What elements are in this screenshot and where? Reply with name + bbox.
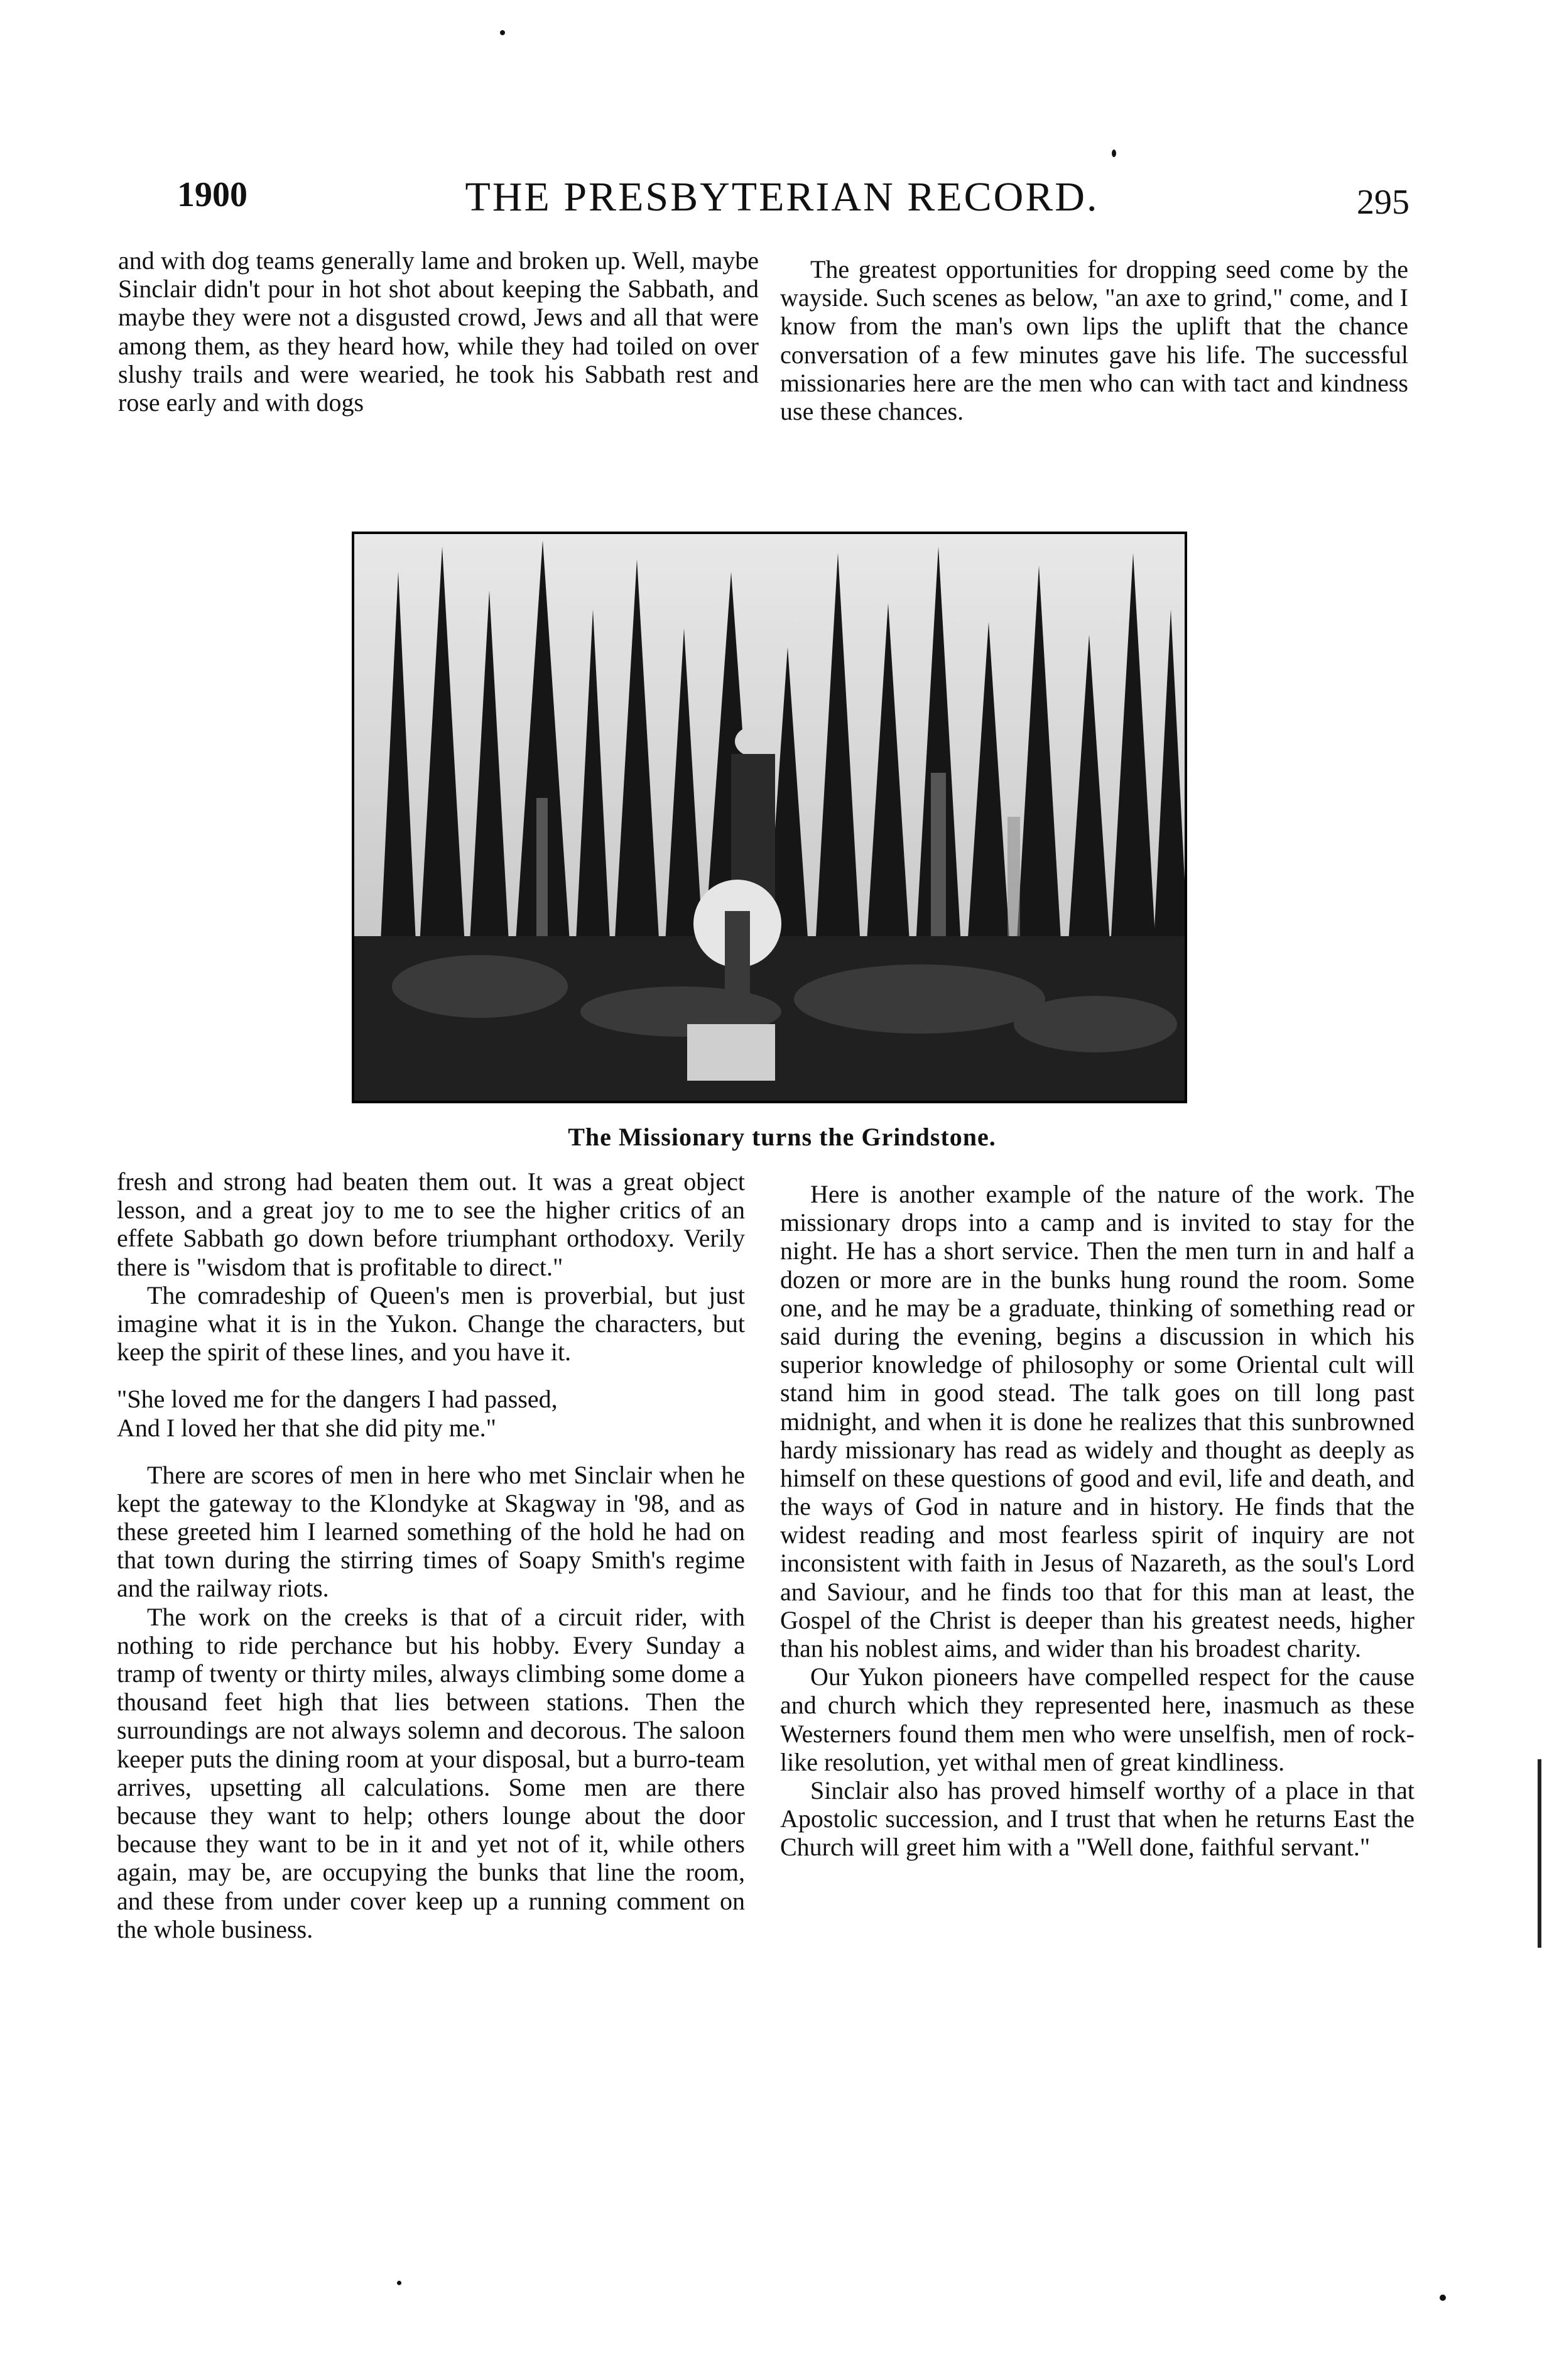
page-number: 295	[1357, 183, 1409, 222]
page-title: THE PRESBYTERIAN RECORD.	[465, 174, 1099, 220]
paragraph: There are scores of men in here who met Sinclair when he kept the gateway to the Klondyke at Skagway in '98, and as these greeted him I learned something of the hold he had on that town during the stirring times of Soapy Smith's regime and the railway riots.	[117, 1460, 745, 1603]
quoted-verse	[117, 1385, 745, 1441]
page-year: 1900	[177, 175, 247, 214]
running-head	[0, 168, 1564, 225]
photo-caption: The Missionary turns the Grindstone.	[568, 1123, 996, 1151]
forest-scene-image	[354, 534, 1185, 1101]
scan-speck	[1112, 150, 1116, 157]
scan-speck	[500, 30, 505, 35]
bottom-left-column	[117, 1167, 745, 1943]
missionary-photograph	[352, 532, 1187, 1103]
scan-speck	[1440, 2295, 1446, 2301]
top-left-column	[118, 246, 759, 417]
paragraph: Here is another example of the nature of the work. The missionary drops into a camp and is invited to stay for the night. He has a short service. Then the men turn in and half a dozen or more are in the bunks hung round the room. Some one, and he may be a graduate, thinking of something read or said during the evening, begins a discussion in which his superior knowledge of philosophy or some Oriental cult will stand him in good stead. The talk goes on till long past midnight, and when it is done he realizes that this sunbrowned hardy missionary has read as widely and thought as deeply as himself on these questions of good and evil, life and death, and the ways of God in nature and in history. He finds that the widest reading and most fearless spirit of inquiry are not inconsistent with faith in Jesus of Nazareth, as the soul's Lord and Saviour, and he finds too that for this man at least, the Gospel of the Christ is deeper than his greatest needs, higher than his noblest aims, and wider than his broadest charity.	[780, 1180, 1415, 1662]
bottom-right-column	[780, 1180, 1415, 1862]
scan-speck	[397, 2281, 401, 2285]
paragraph: The greatest opportunities for dropping seed come by the wayside. Such scenes as below, "an axe to grind," come, and I know from the man's own lips the uplift that the chance conversation of a few minutes gave his life. The successful missionaries here are the men who can with tact and kindness use these chances.	[780, 255, 1408, 425]
top-right-column	[780, 255, 1408, 425]
verse-line: And I loved her that she did pity me."	[117, 1413, 496, 1442]
paragraph: fresh and strong had beaten them out. It was a great object lesson, and a great joy to me to see the higher critics of an effete Sabbath go down before triumphant orthodoxy. Verily there is "wisdom that is profitable to direct."	[117, 1167, 745, 1281]
paragraph: The work on the creeks is that of a circuit rider, with nothing to ride perchance but his hobby. Every Sunday a tramp of twenty or thirty miles, always climbing some dome a thousand feet high that lies between stations. Then the surroundings are not always solemn and decorous. The saloon keeper puts the dining room at your disposal, but a burro-team arrives, upsetting all calculations. Some men are there because they want to help; others lounge about the door because they want to be in it and yet not of it, while others again, may be, are occupying the bunks that line the room, and these from under cover keep up a running comment on the whole business.	[117, 1602, 745, 1943]
verse-line: "She loved me for the dangers I had passed,	[117, 1385, 558, 1414]
paragraph: The comradeship of Queen's men is proverbial, but just imagine what it is in the Yukon. Change the characters, but keep the spirit of these lines, and you have it.	[117, 1280, 745, 1367]
paragraph: Sinclair also has proved himself worthy of a place in that Apostolic succession, and I trust that when he returns East the Church will greet him with a "Well done, faithful servant."	[780, 1776, 1415, 1862]
paragraph: and with dog teams generally lame and broken up. Well, maybe Sinclair didn't pour in hot shot about keeping the Sabbath, and maybe they were not a disgusted crowd, Jews and all that were among them, as they heard how, while they had toiled on over slushy trails and were wearied, he took his Sabbath rest and rose early and with dogs	[118, 246, 759, 417]
scan-margin-mark	[1538, 1759, 1541, 1948]
paragraph: Our Yukon pioneers have compelled respect for the cause and church which they represented here, inasmuch as these Westerners found them men who were unselfish, men of rock-like resolution, yet withal men of great kindliness.	[780, 1662, 1415, 1776]
